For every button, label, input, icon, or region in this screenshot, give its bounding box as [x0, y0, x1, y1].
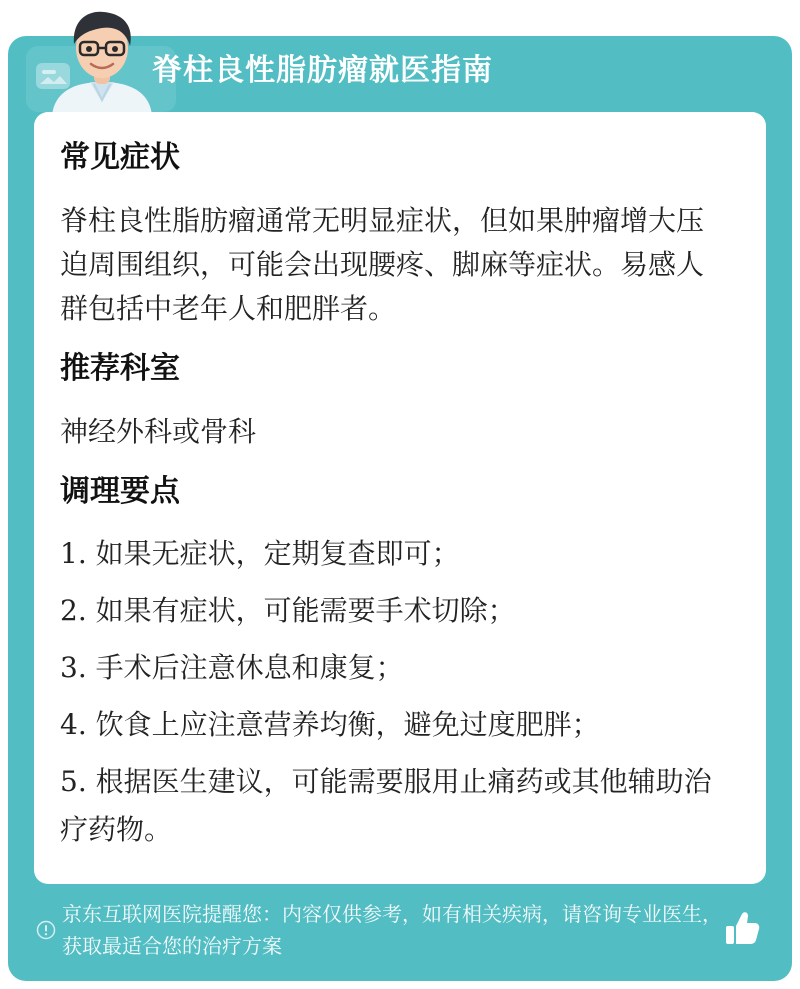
care-list-item — [60, 587, 736, 635]
section-heading-department: 推荐科室 — [60, 351, 180, 386]
list-number: 5. — [60, 765, 87, 798]
care-list-item — [60, 701, 736, 749]
doctor-avatar — [44, 4, 160, 116]
info-icon — [36, 920, 56, 940]
content-card — [34, 112, 766, 884]
thumbs-up-icon[interactable] — [722, 908, 762, 948]
care-list-item — [60, 644, 736, 692]
department-text: 神经外科或骨科 — [60, 415, 257, 448]
list-number: 2. — [60, 594, 87, 627]
section-heading-symptoms: 常见症状 — [60, 140, 180, 175]
list-text: 根据医生建议，可能需要服用止痛药或其他辅助治疗药物。 — [60, 765, 712, 846]
list-number: 3. — [60, 651, 87, 684]
section-heading-care: 调理要点 — [60, 474, 180, 509]
list-text: 如果无症状，定期复查即可； — [95, 537, 460, 570]
care-list-item — [60, 758, 736, 854]
list-text: 如果有症状，可能需要手术切除； — [95, 594, 516, 627]
disclaimer-text: 京东互联网医院提醒您：内容仅供参考，如有相关疾病，请咨询专业医生，获取最适合您的治疗方案 — [62, 902, 722, 958]
list-number: 4. — [60, 708, 87, 741]
care-list-item — [60, 530, 736, 578]
list-number: 1. — [60, 537, 87, 570]
symptoms-text: 脊柱良性脂肪瘤通常无明显症状，但如果肿瘤增大压迫周围组织，可能会出现腰疼、脚麻等症状。易感人群包括中老年人和肥胖者。 — [60, 204, 705, 325]
list-text: 饮食上应注意营养均衡，避免过度肥胖； — [95, 708, 600, 741]
page-title: 脊柱良性脂肪瘤就医指南 — [152, 53, 493, 88]
list-text: 手术后注意休息和康复； — [95, 651, 404, 684]
